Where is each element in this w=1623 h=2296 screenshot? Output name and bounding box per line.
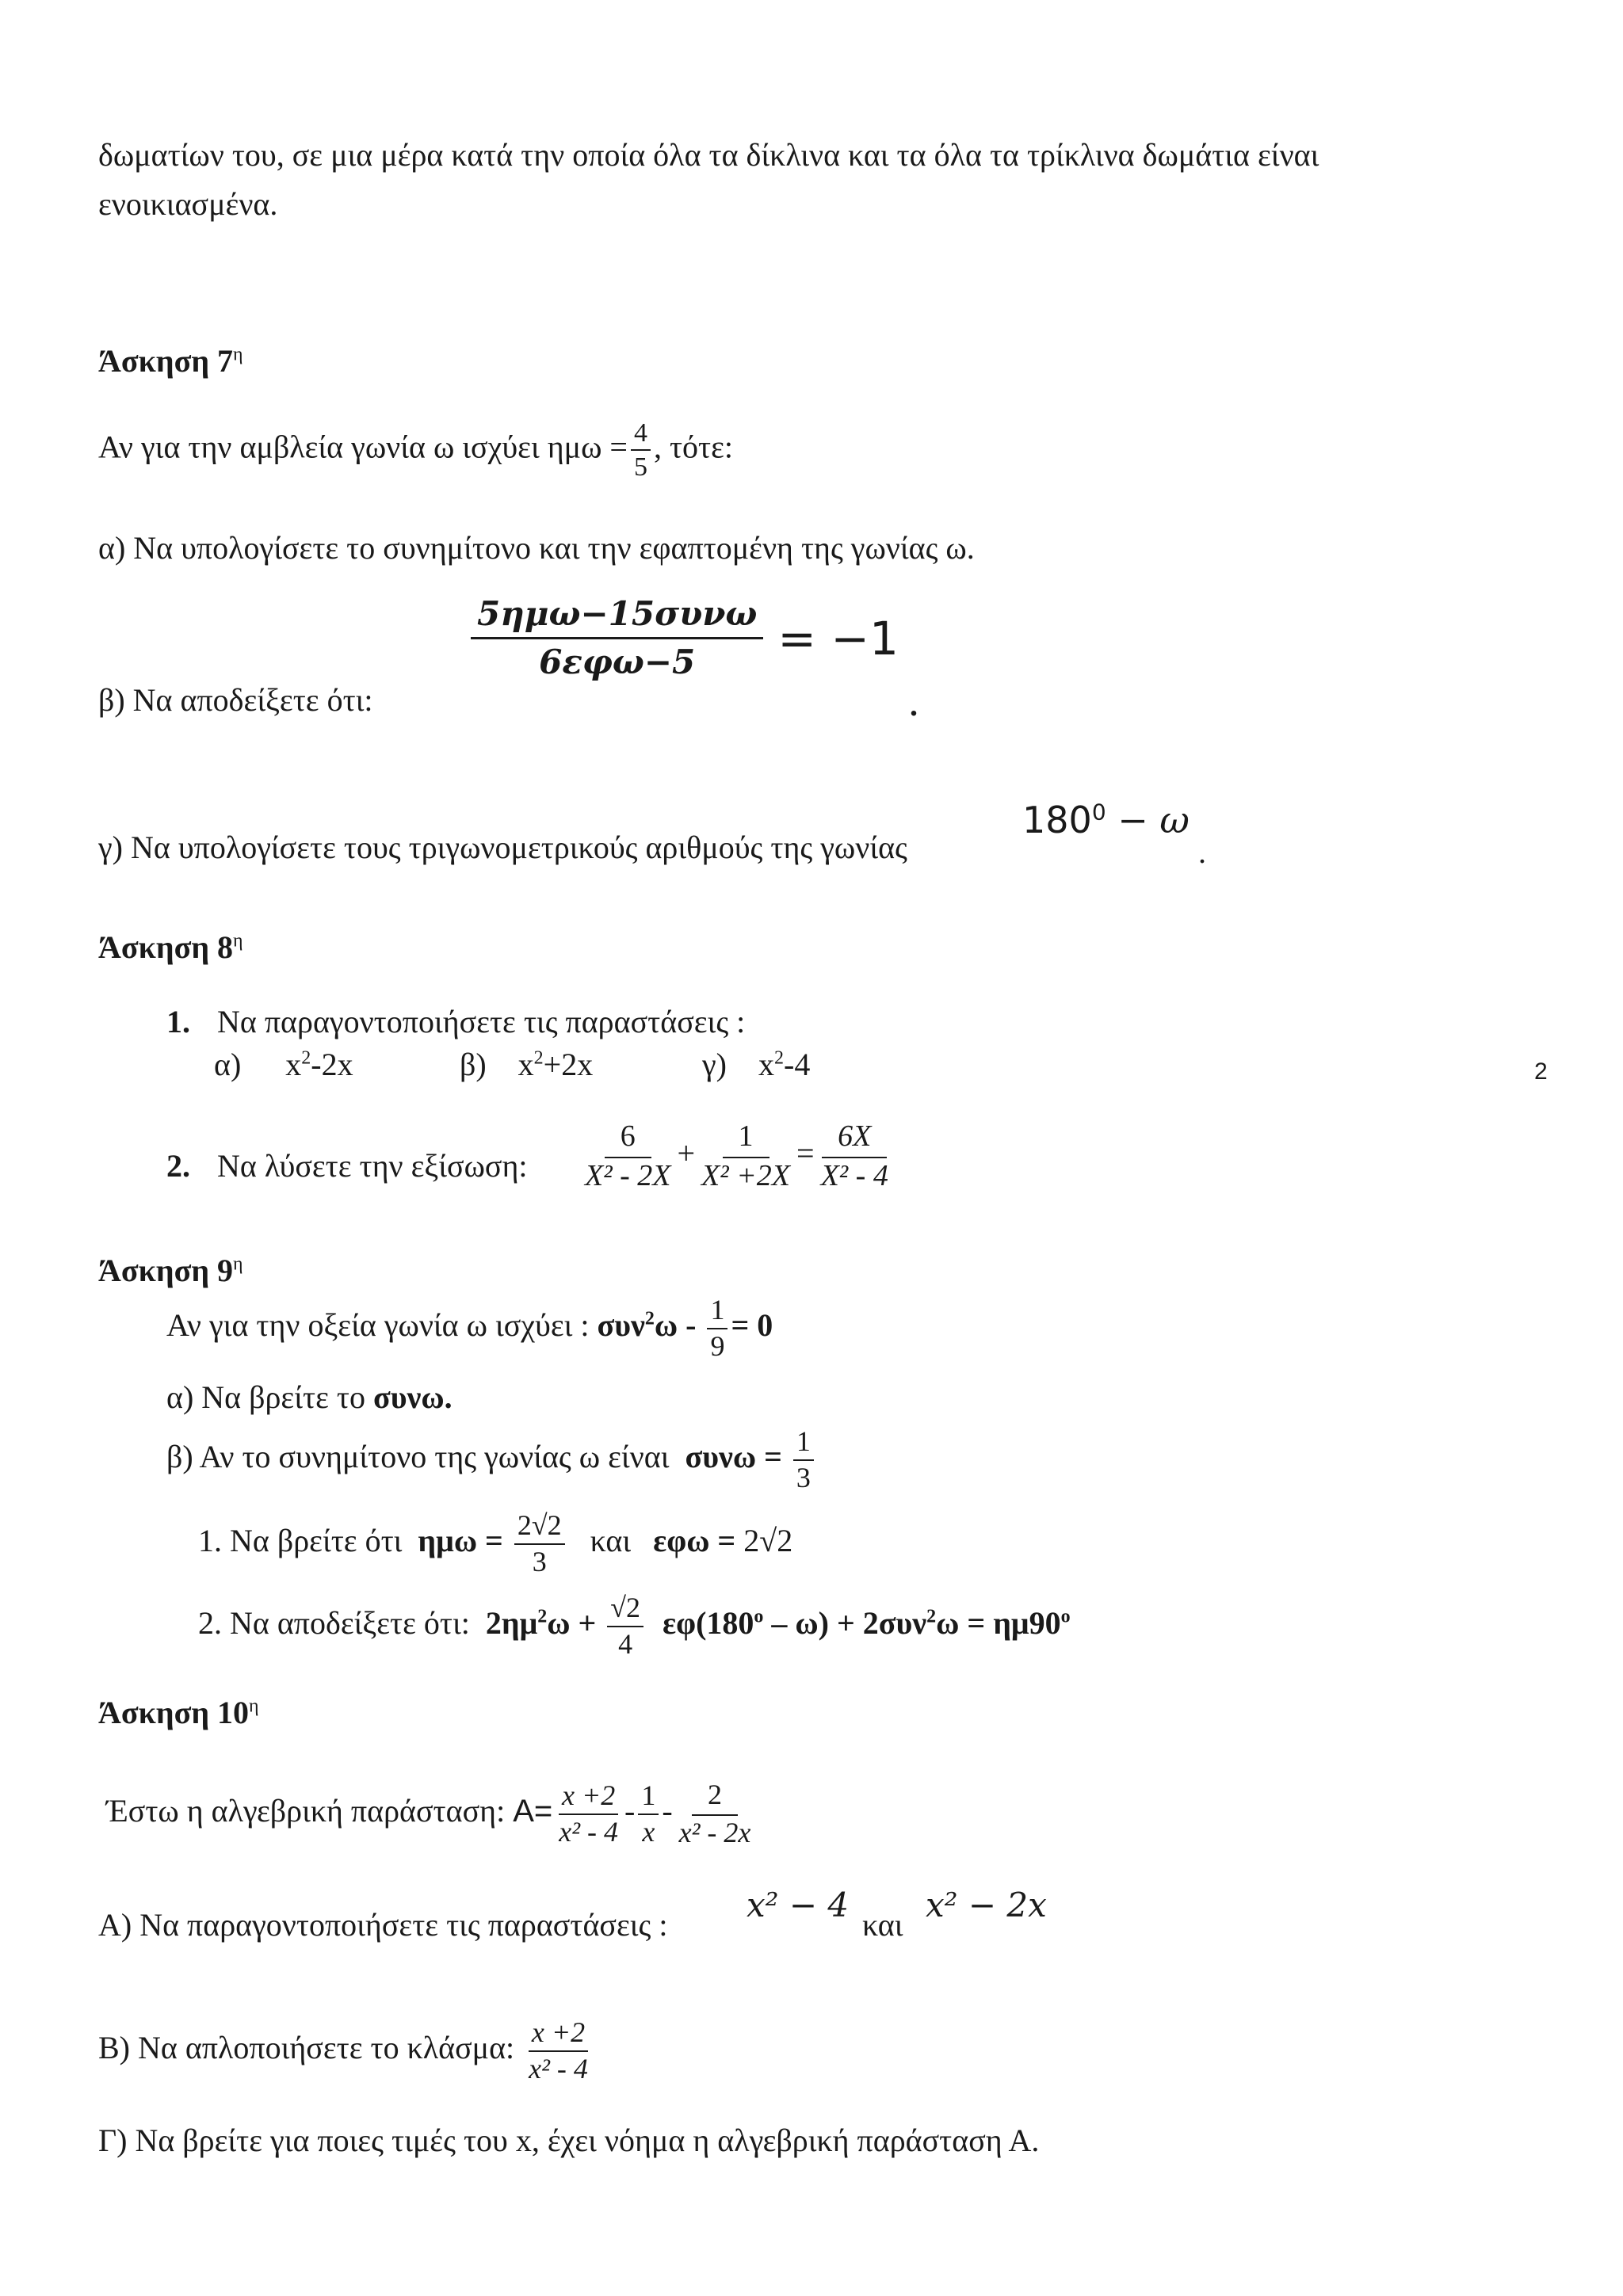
ex9-s1-frac (514, 1510, 565, 1577)
ex9-s1-fnum: 2√2 (514, 1510, 565, 1545)
ex9-s1-label: 1. Να βρείτε ότι (198, 1522, 403, 1558)
ex9-stmt-frac (707, 1295, 727, 1362)
ex9-s1-val: 2√2 (743, 1522, 793, 1558)
ex9-s2-sq1: 2 (537, 1606, 548, 1627)
ex10-minus-2: - (662, 1792, 673, 1829)
ex7-part-b-label: β) Να αποδείξετε ότι: (98, 682, 373, 718)
ex8-item-2 (166, 1147, 528, 1185)
exercise-8-title-sup: η (233, 930, 243, 952)
ex7-b-dot: . (910, 687, 918, 723)
ex10-B-label: Β) Να απλοποιήσετε το κλάσμα: (98, 2029, 515, 2065)
ex7-c-degree: 0 (1091, 799, 1106, 826)
ex8-gamma-sq: 2 (774, 1047, 784, 1069)
ex7-c-omega: − ω (1106, 799, 1190, 841)
ex10-f3-num: 2 (692, 1779, 738, 1816)
ex8-f3-den: X² - 4 (820, 1158, 888, 1192)
ex7-stmt-pre: Αν για την αμβλεία γωνία ω ισχύει ημω = (98, 429, 628, 465)
ex10-frac-2 (638, 1780, 659, 1848)
ex10-frac-1 (556, 1780, 621, 1848)
ex10-A-label: Α) Να παραγοντοποιήσετε τις παραστάσεις : (98, 1907, 668, 1943)
ex8-beta-label: β) (460, 1047, 487, 1082)
intro-line-1: δωματίων του, σε μια μέρα κατά την οποία όλα τα δίκλινα και τα όλα τα τρίκλινα δωμάτια είναι (98, 137, 1319, 173)
ex8-frac-3 (818, 1120, 892, 1193)
page-number: 2 (1534, 1058, 1548, 1085)
ex9-sub-2 (198, 1592, 1071, 1660)
ex7-b-fraction (471, 596, 763, 681)
ex7-b-num: 5ημω−15συνω (471, 596, 763, 639)
ex9-stmt-fnum: 1 (707, 1295, 727, 1329)
ex9-s2-c: εφ(180 (663, 1604, 754, 1641)
ex7-fraction (631, 418, 651, 482)
ex8-gamma-label: γ) (702, 1047, 727, 1082)
ex9-a-label: α) Να βρείτε το (166, 1379, 365, 1415)
ex10-B-den: x² - 4 (529, 2052, 588, 2084)
intro-line-2: ενοικιασμένα. (98, 186, 278, 222)
ex8-gamma-x: x (758, 1047, 774, 1082)
ex8-beta-sq: 2 (533, 1047, 544, 1069)
ex9-b-frac (793, 1426, 814, 1493)
ex7-frac-num: 4 (631, 418, 651, 451)
ex8-equation (579, 1120, 895, 1193)
exercise-8-title-text: Άσκηση 8 (98, 929, 234, 965)
ex7-stmt-post: , τότε: (653, 429, 734, 465)
exercise-9-title-text: Άσκηση 9 (98, 1253, 234, 1288)
ex9-b-fden: 3 (796, 1461, 811, 1493)
ex8-item-1-text: Να παραγοντοποιήσετε τις παραστάσεις : (217, 1004, 746, 1039)
ex8-item-1 (166, 1003, 745, 1041)
ex10-minus-1: - (624, 1792, 636, 1829)
ex9-b-fnum: 1 (793, 1426, 814, 1461)
ex8-beta (460, 1046, 593, 1084)
ex10-stmt-text: Έστω η αλγεβρική παράσταση: (106, 1792, 506, 1829)
ex8-f2-num: 1 (723, 1120, 769, 1158)
ex8-item-2-text: Να λύσετε την εξίσωση: (217, 1148, 528, 1184)
exercise-9-title (98, 1252, 243, 1289)
ex9-s2-d: – ω) + 2συν (763, 1604, 927, 1641)
ex9-sub-1 (198, 1510, 792, 1577)
ex9-s2-sq2: 2 (926, 1606, 937, 1627)
ex7-part-a: α) Να υπολογίσετε το συνημίτονο και την εφαπτομένη της γωνίας ω. (98, 530, 975, 566)
ex9-s2-fnum: √2 (607, 1592, 643, 1627)
ex10-A: A= (513, 1793, 553, 1829)
ex8-f1-den: X² - 2X (585, 1158, 671, 1192)
ex8-alpha-label: α) (214, 1047, 242, 1082)
exercise-8-title (98, 929, 243, 966)
ex10-A-expr-2: x² − 2x (926, 1886, 1047, 1924)
ex9-part-a (166, 1379, 453, 1417)
ex9-s2-frac (607, 1592, 643, 1660)
ex10-A-expr-1: x² − 4 (747, 1886, 850, 1924)
ex9-b-bold: συνω = (685, 1438, 782, 1474)
ex10-f3-den: x² - 2x (678, 1816, 751, 1848)
exercise-10-title-text: Άσκηση 10 (98, 1695, 250, 1730)
ex9-s1-fden: 3 (532, 1545, 547, 1577)
ex10-f2-den: x (642, 1815, 655, 1848)
ex8-beta-x: x (517, 1047, 534, 1082)
ex8-frac-2 (698, 1120, 793, 1193)
ex9-stmt-end: = 0 (731, 1306, 773, 1343)
ex10-part-B (98, 2017, 594, 2084)
exercise-7-title (98, 342, 243, 379)
ex10-statement (106, 1779, 757, 1848)
ex8-gamma (702, 1046, 810, 1084)
ex7-part-c-label: γ) Να υπολογίσετε τους τριγωνομετρικούς αριθμούς της γωνίας (98, 830, 907, 865)
ex8-gamma-rest: -4 (784, 1047, 811, 1082)
ex7-part-b-formula (468, 596, 899, 681)
ex9-stmt-fden: 9 (710, 1329, 725, 1362)
ex8-frac-1 (582, 1120, 674, 1193)
ex8-f3-num: 6X (822, 1120, 887, 1158)
ex10-frac-3 (676, 1779, 754, 1848)
ex9-s2-fden: 4 (618, 1627, 633, 1660)
ex7-frac-den: 5 (633, 452, 647, 482)
ex9-stmt-cos: συν (597, 1306, 645, 1343)
ex9-s1-kai: και (590, 1522, 632, 1558)
ex9-stmt-sq: 2 (644, 1308, 655, 1329)
ex8-f2-den: X² +2X (701, 1158, 791, 1192)
ex9-s2-deg1: ο (754, 1606, 764, 1627)
ex10-f2-num: 1 (638, 1780, 659, 1815)
ex8-item-2-number: 2. (166, 1148, 190, 1184)
ex8-alpha-x: x (285, 1047, 302, 1082)
ex8-alpha-rest: -2x (311, 1047, 353, 1082)
ex10-B-num: x +2 (529, 2017, 588, 2052)
ex9-a-bold: συνω. (372, 1379, 453, 1415)
ex8-plus: + (677, 1135, 696, 1171)
ex7-c-expression (1022, 799, 1190, 841)
ex9-s1-sin: ημω = (418, 1522, 503, 1558)
ex7-c-180: 180 (1022, 799, 1092, 841)
ex9-s2-b: ω + (547, 1604, 597, 1641)
ex8-equals: = (796, 1135, 815, 1171)
ex9-s2-deg2: ο (1060, 1606, 1071, 1627)
ex8-alpha-sq: 2 (301, 1047, 311, 1069)
ex9-statement (166, 1295, 773, 1362)
ex9-stmt-text: Αν για την οξεία γωνία ω ισχύει : (166, 1306, 590, 1343)
ex10-B-frac (525, 2017, 591, 2084)
ex9-s1-tan: εφω = (653, 1522, 736, 1558)
exercise-9-title-sup: η (233, 1253, 243, 1275)
exercise-10-title (98, 1694, 259, 1731)
ex7-b-rhs: = −1 (777, 611, 899, 666)
exercise-7-statement (98, 418, 733, 482)
ex8-beta-rest: +2x (543, 1047, 594, 1082)
ex9-b-label: β) Αν το συνημίτονο της γωνίας ω είναι (166, 1438, 670, 1474)
exercise-7-title-text: Άσκηση 7 (98, 343, 234, 379)
ex10-A-kai: και (862, 1907, 903, 1943)
ex9-s2-e: ω = ημ90 (936, 1604, 1061, 1641)
ex10-part-A (98, 1906, 667, 1944)
ex7-c-dot: . (1198, 834, 1206, 870)
ex8-f1-num: 6 (605, 1120, 651, 1158)
ex9-part-b (166, 1426, 817, 1493)
ex7-b-den: 6εφω−5 (539, 643, 696, 682)
ex10-f1-den: x² - 4 (559, 1815, 618, 1848)
exercise-10-title-sup: η (249, 1695, 259, 1717)
ex9-s2-a: 2ημ (485, 1604, 538, 1641)
ex9-s2-label: 2. Να αποδείξετε ότι: (198, 1604, 470, 1641)
ex10-part-G: Γ) Να βρείτε για ποιες τιμές του x, έχει νόημα η αλγεβρική παράσταση Α. (98, 2122, 1040, 2158)
ex8-alpha (214, 1046, 353, 1084)
ex10-f1-num: x +2 (559, 1780, 618, 1815)
exercise-7-title-sup: η (233, 344, 243, 365)
ex9-stmt-omega: ω - (654, 1306, 697, 1343)
ex8-item-1-number: 1. (166, 1004, 190, 1039)
